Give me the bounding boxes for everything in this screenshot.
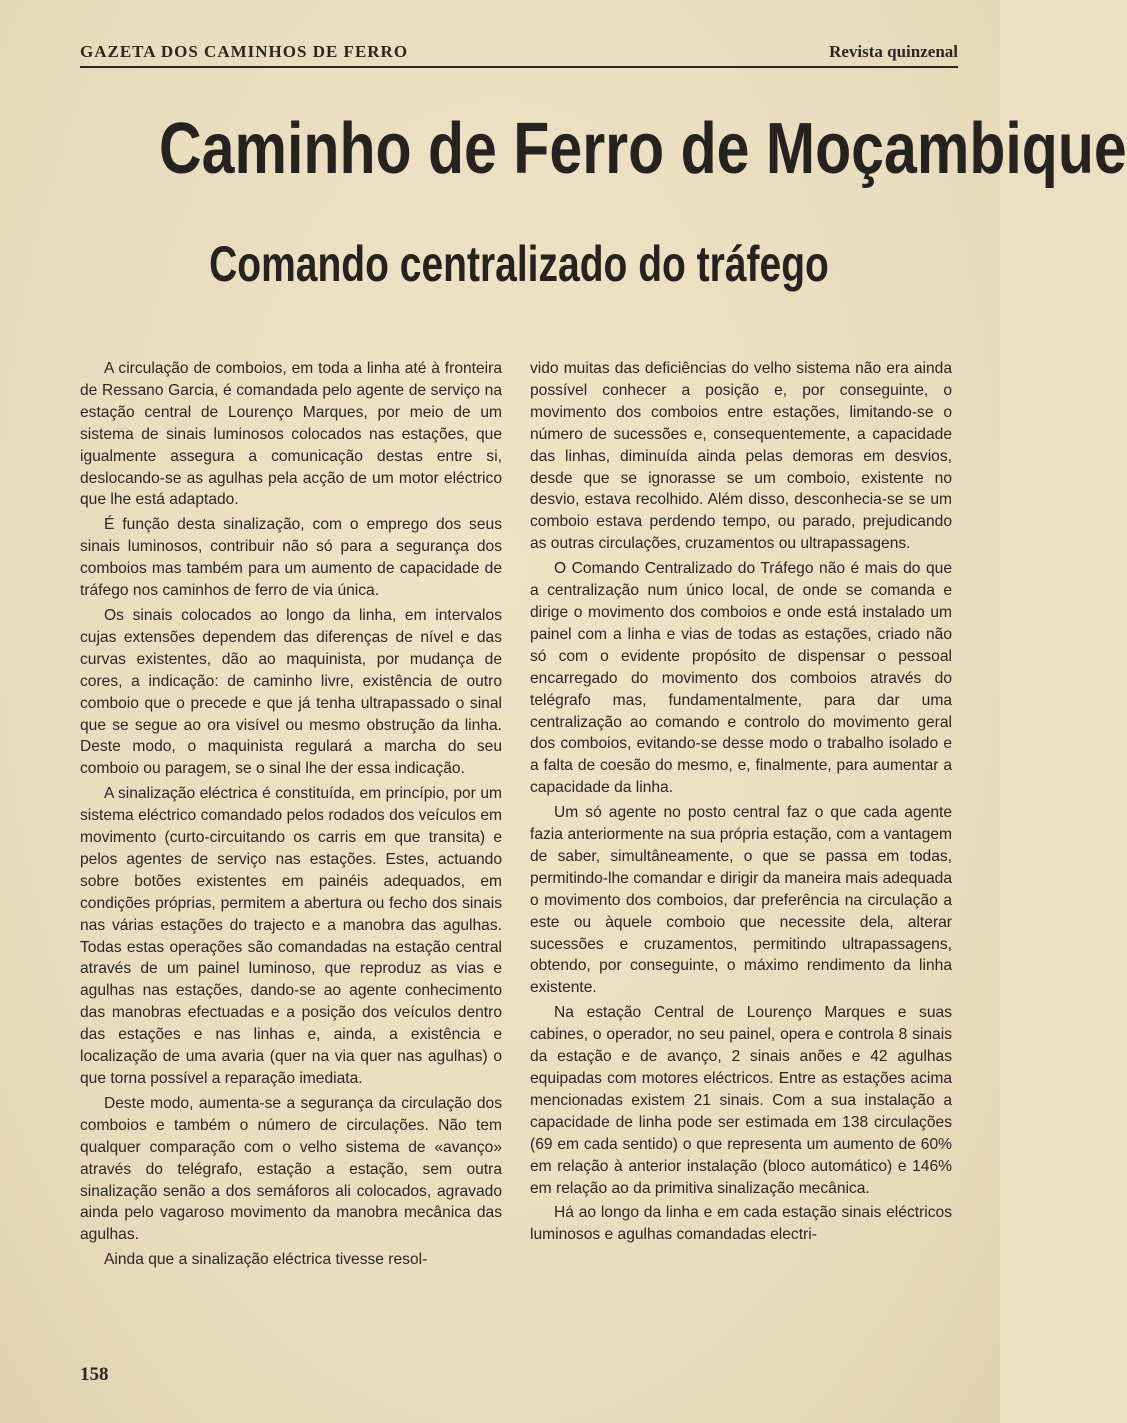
paragraph: A sinalização eléctrica é constituída, em princípio, por um sistema eléctrico comandado pelos rodados dos veículos em movimento (curto-circuitando os carris em que transita) e pelos agentes de serviço nas estações. Estes, actuando sobre botões existentes em painéis adequados, em condições próprias, permitem a abertura ou fecho dos sinais nas várias estações do trajecto e a manobra das agulhas. Todas estas operações são comandadas na estação central através de um painel luminoso, que reproduz as vias e agulhas nas estações, dando-se ao agente conhecimento das manobras efectuadas e a posição dos veículos dentro das estações e nas linhas e, ainda, a existência e localização de uma avaria (quer na via quer nas agulhas) o que torna possível a reparação imediata. — [80, 785, 502, 1087]
paragraph: Deste modo, aumenta-se a segurança da circulação dos comboios e também o número de circulações. Não tem qualquer comparação com o velho sistema de «avanço» através do telégrafo, estação a estação, sem outra sinalização senão a dos semáforos ali colocados, agravado ainda pelo vagaroso movimento da manobra mecânica das agulhas. — [80, 1094, 502, 1244]
text-column-left — [80, 358, 502, 1274]
article-subtitle: Comando centralizado do tráfego — [209, 236, 829, 292]
paragraph: Os sinais colocados ao longo da linha, em intervalos cujas extensões dependem das diferenças de nível e das curvas existentes, dão ao maquinista, por mudança de cores, a indicação: de caminho livre, existência de outro comboio que o precede e que já tenha ultrapassado o sinal que se segue ao ora visível ou mesmo obstrução da linha. Deste modo, o maquinista regulará a marcha do seu comboio ou paragem, se o sinal lhe der essa indicação. — [80, 606, 502, 778]
running-header — [80, 40, 958, 68]
paragraph: Na estação Central de Lourenço Marques e suas cabines, o operador, no seu painel, opera e controla 8 sinais da estação e de avanço, 2 sinais anões e 42 agulhas equipadas com motores eléctricos. Entre as estações acima mencionadas existem 21 sinais. Com a sua instalação a capacidade de linha pode ser estimada em 138 circulações (69 em cada sentido) o que representa um aumento de 60% em relação à anterior instalação (bloco automático) e 146% em relação ao da primitiva sinalização mecânica. — [530, 1004, 952, 1197]
article-title: Caminho de Ferro de Moçambique — [159, 109, 1127, 189]
paragraph: Há ao longo da linha e em cada estação sinais eléctricos luminosos e agulhas comandadas electri- — [530, 1204, 952, 1244]
paragraph: A circulação de comboios, em toda a linha até à fronteira de Ressano Garcia, é comandada pelo agente de serviço na estação central de Lourenço Marques, por meio de um sistema de sinais luminosos colocados nas estações, que igualmente assegura a comunicação destas entre si, deslocando-se as agulhas pela acção de um motor eléctrico que lhe está adaptado. — [80, 360, 502, 509]
text-column-right — [530, 358, 952, 1249]
paragraph-continued: vido muitas das deficiências do velho sistema não era ainda possível conhecer a posição e, por conseguinte, o movimento dos comboios entre estações, limitando-se o número de sucessões e, consequentemente, a capacidade das linhas, diminuída ainda pelas demoras em desvios, desde que se ignorasse se um comboio, existente no desvio, estava recolhido. Além disso, desconhecia-se se um comboio estava perdendo tempo, ou parado, prejudicando as outras circulações, cruzamentos ou ultrapassagens. — [530, 360, 952, 553]
paragraph: É função desta sinalização, com o emprego dos seus sinais luminosos, contribuir não só para a segurança dos comboios mas também para um aumento de capacidade de tráfego nos caminhos de ferro de via única. — [80, 516, 502, 600]
paragraph: Um só agente no posto central faz o que cada agente fazia anteriormente na sua própria estação, com a vantagem de saber, simultâneamente, o que se passa em todas, permitindo-lhe comandar e dirigir da maneira mais adequada o movimento dos comboios, dar preferência na circulação a este ou àquele comboio que necessite dela, alterar sucessões e cruzamentos, permitindo ultrapassagens, obtendo, por conseguinte, o máximo rendimento da linha existente. — [530, 804, 952, 997]
paragraph: O Comando Centralizado do Tráfego não é mais do que a centralização num único local, de onde se comanda e dirige o movimento dos comboios e onde está instalado um painel com a linha e vias de todas as estações, criado não só com o evidente propósito de dispensar o pessoal encarregado do movimento dos comboios através do telégrafo mas, fundamentalmente, para dar uma centralização ao comando e controlo do movimento geral dos comboios, evitando-se desse modo o trabalho isolado e a falta de coesão do mesmo, e, finalmente, para aumentar a capacidade da linha. — [530, 560, 952, 797]
publication-name: GAZETA DOS CAMINHOS DE FERRO — [80, 42, 409, 61]
paragraph: Ainda que a sinalização eléctrica tivesse resol- — [104, 1251, 428, 1269]
publication-frequency: Revista quinzenal — [829, 42, 958, 61]
page-number: 158 — [80, 1364, 109, 1385]
